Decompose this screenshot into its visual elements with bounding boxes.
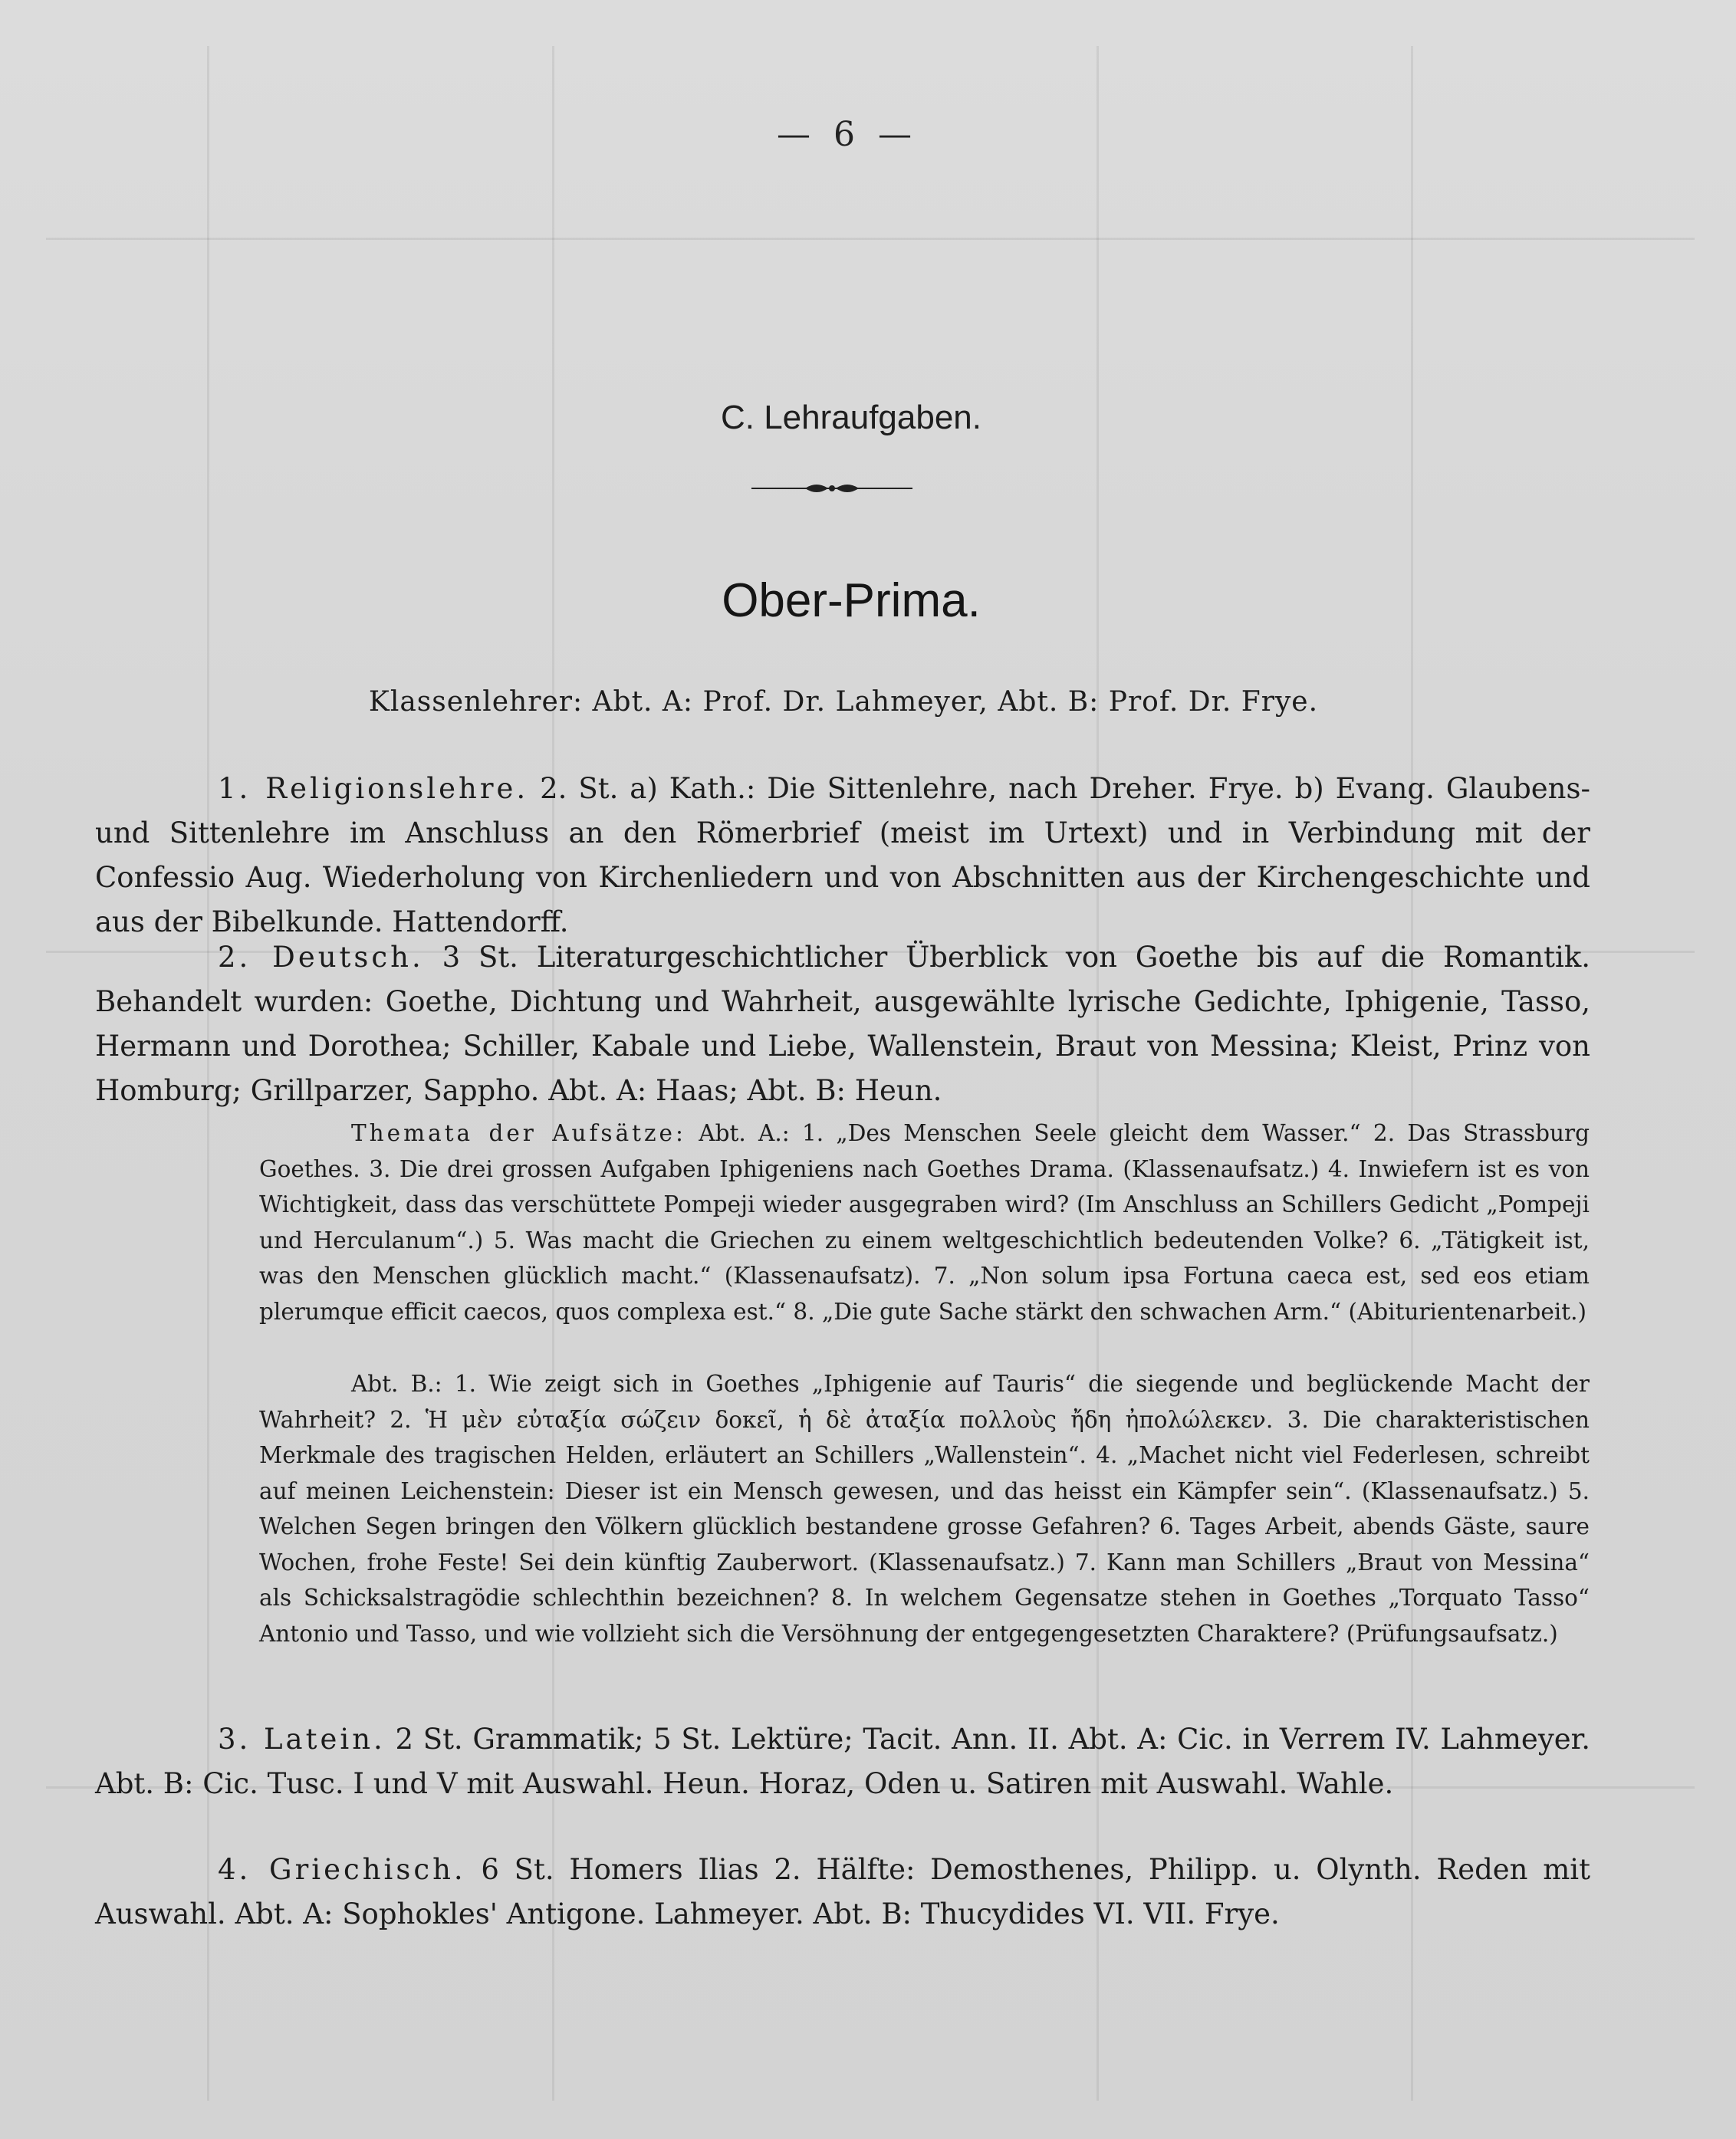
item-head: 3. Latein. (218, 1723, 386, 1756)
ornament-divider-icon (751, 479, 912, 498)
item-religion (95, 767, 1590, 945)
item-body: 2. St. a) Kath.: Die Sittenlehre, nach Dreher. Frye. b) Evang. Glaubens- und Sittenlehre im Anschluss an den Römerbrief (meist im Urtext) und in Verbindung mit der Confessio Aug. Wiederholung von Kirchenliedern und von Abschnitten aus der Kirchengeschichte und aus der Bibelkunde. Hattendorff. (95, 772, 1590, 938)
class-title: Ober-Prima. (722, 574, 981, 627)
essay-topics-abt-b: Abt. B.: 1. Wie zeigt sich in Goethes „Iphigenie auf Tauris“ die siegende und beglückende Macht der Wahrheit? 2. Ἡ μὲν εὐταξία σώζειν δοκεῖ, ἡ δὲ ἀταξία πολλοὺς ἤδη ἠπολώλεκεν. 3. Die charakteristischen Merkmale des tragischen Helden, erläutert an Schillers „Wallenstein“. 4. „Machet nicht viel Federlesen, schreibt auf meinen Leichenstein: Dieser ist ein Mensch gewesen, und das heisst ein Kämpfer sein“. (Klassenaufsatz.) 5. Welchen Segen bringen den Völkern glücklich bestandene grosse Gefahren? 6. Tages Arbeit, abends Gäste, saure Wochen, frohe Feste! Sei dein künftig Zauberwort. (Klassenaufsatz.) 7. Kann man Schillers „Braut von Messina“ als Schicksalstragödie schlechthin bezeichnen? 8. In welchem Gegensatze stehen in Goethes „Torquato Tasso“ Antonio und Tasso, und wie vollzieht sich die Versöhnung der entgegengesetzten Charaktere? (Prüfungsaufsatz.) (259, 1371, 1590, 1647)
item-head: 2. Deutsch. (218, 941, 424, 974)
item-deutsch (95, 935, 1590, 1113)
item-body: 3 St. Literaturgeschichtlicher Überblick von Goethe bis auf die Romantik. Behandelt wurden: Goethe, Dichtung und Wahrheit, ausgewählte lyrische Gedichte, Iphigenie, Tasso, Hermann und Dorothea; Schiller, Kabale und Liebe, Wallenstein, Braut von Messina; Kleist, Prinz von Homburg; Grillparzer, Sappho. Abt. A: Haas; Abt. B: Heun. (95, 941, 1591, 1107)
page-number: — 6 — (777, 115, 918, 154)
section-title: C. Lehraufgaben. (720, 399, 982, 436)
item-body: 2 St. Grammatik; 5 St. Lektüre; Tacit. Ann. II. Abt. A: Cic. in Verrem IV. Lahmeyer. Abt. B: Cic. Tusc. I und V mit Auswahl. Heun. Horaz, Oden u. Satiren mit Auswahl. Wahle. (95, 1723, 1591, 1800)
essay-topics-label: Themata der Aufsätze: (351, 1120, 686, 1146)
item-head: 4. Griechisch. (218, 1853, 466, 1886)
essay-topics-b (259, 1366, 1590, 1651)
essay-topics-a (259, 1116, 1590, 1329)
essay-topics-abt-a: Abt. A.: 1. „Des Menschen Seele gleicht dem Wasser.“ 2. Das Strassburg Goethes. 3. Die drei grossen Aufgaben Iphigeniens nach Goethes Drama. (Klassenaufsatz.) 4. Inwiefern ist es von Wichtigkeit, dass das verschüttete Pompeji wieder ausgegraben wird? (Im Anschluss an Schillers Gedicht „Pompeji und Herculanum“.) 5. Was macht die Griechen zu einem weltgeschichtlich bedeutenden Volke? 6. „Tätigkeit ist, was den Menschen glücklich macht.“ (Klassenaufsatz). 7. „Non solum ipsa Fortuna caeca est, sed eos etiam plerumque efficit caecos, quos complexa est.“ 8. „Die gute Sache stärkt den schwachen Arm.“ (Abiturientenarbeit.) (259, 1120, 1590, 1325)
item-latein (95, 1717, 1590, 1806)
item-griechisch (95, 1848, 1590, 1937)
bleed-line (46, 238, 1695, 240)
class-teachers: Klassenlehrer: Abt. A: Prof. Dr. Lahmeyer, Abt. B: Prof. Dr. Frye. (368, 686, 1319, 718)
item-body: 6 St. Homers Ilias 2. Hälfte: Demosthenes, Philipp. u. Olynth. Reden mit Auswahl. Abt. A: Sophokles' Antigone. Lahmeyer. Abt. B: Thucydides VI. VII. Frye. (95, 1853, 1591, 1930)
item-head: 1. Religionslehre. (218, 772, 529, 805)
